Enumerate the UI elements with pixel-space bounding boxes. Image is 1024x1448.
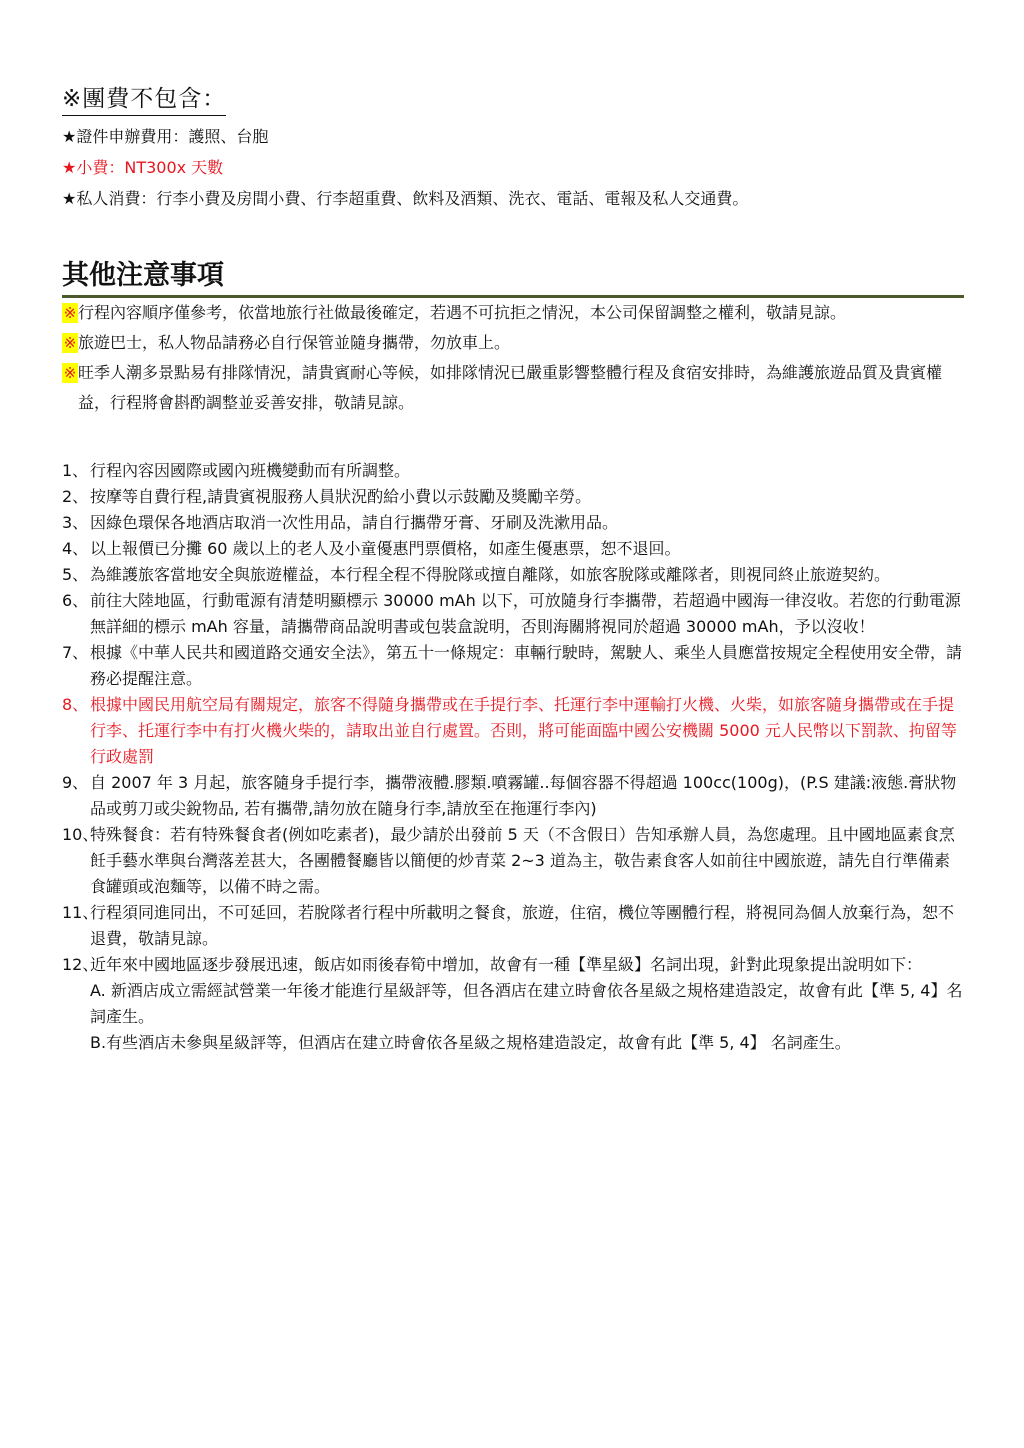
- rule-number: 4、: [62, 539, 89, 558]
- rule-number: 9、: [62, 773, 89, 792]
- rule-text: 行程須同進同出，不可延回，若脫隊者行程中所載明之餐食，旅遊，住宿，機位等團體行程，將視同為個人放棄行為，恕不退費，敬請見諒。: [90, 903, 955, 948]
- rule-number: 8、: [62, 695, 89, 714]
- rule-number: 10、: [62, 825, 99, 844]
- exclusion-item-personal: ★私人消費：行李小費及房間小費、行李超重費、飲料及酒類、洗衣、電話、電報及私人交通費。: [62, 189, 749, 208]
- rule-text: 按摩等自費行程,請貴賓視服務人員狀況酌給小費以示鼓勵及獎勵辛勞。: [90, 487, 592, 506]
- rules-list: [62, 458, 964, 1056]
- note-mark: ※: [63, 364, 77, 382]
- rule-number: 1、: [62, 461, 89, 480]
- exclusion-item-documents: ★證件申辦費用：護照、台胞: [62, 127, 269, 146]
- note-text: 旅遊巴士，私人物品請務必自行保管並隨身攜帶，勿放車上。: [78, 333, 511, 352]
- note-item: [62, 358, 964, 418]
- notes-list: [62, 298, 964, 418]
- rule-sub-item-b: B.有些酒店未參與星級評等，但酒店在建立時會依各星級之規格建造設定，故會有此【準 5, 4】 名詞產生。: [90, 1033, 851, 1052]
- rule-number: 11、: [62, 903, 99, 922]
- note-item: [62, 328, 964, 358]
- rule-text: 行程內容因國際或國內班機變動而有所調整。: [90, 461, 411, 480]
- rule-item: [62, 510, 964, 536]
- rule-item: [62, 952, 964, 978]
- exclusions-section: [62, 84, 964, 209]
- rule-text: 近年來中國地區逐步發展迅速，飯店如雨後春筍中增加，故會有一種【準星級】名詞出現，針對此現象提出說明如下：: [90, 955, 923, 974]
- note-mark: ※: [63, 304, 77, 322]
- rule-text: 為維護旅客當地安全與旅遊權益，本行程全程不得脫隊或擅自離隊，如旅客脫隊或離隊者，則視同終止旅遊契約。: [90, 565, 891, 584]
- note-text: 行程內容順序僅參考，依當地旅行社做最後確定，若遇不可抗拒之情況，本公司保留調整之權利，敬請見諒。: [78, 303, 847, 322]
- rule-item: [62, 458, 964, 484]
- rule-item: [62, 588, 964, 640]
- exclusion-item-tips: ★小費：NT300x 天數: [62, 158, 224, 177]
- rule-sub-item-a: A. 新酒店成立需經試營業一年後才能進行星級評等，但各酒店在建立時會依各星級之規格建造設定，故會有此【準 5, 4】名詞產生。: [90, 981, 963, 1026]
- rule-item: [62, 640, 964, 692]
- rule-number: 5、: [62, 565, 89, 584]
- rule-text: 因綠色環保各地酒店取消一次性用品，請自行攜帶牙膏、牙刷及洗漱用品。: [90, 513, 619, 532]
- rule-text: 前往大陸地區，行動電源有清楚明顯標示 30000 mAh 以下，可放隨身行李攜帶，若超過中國海一律沒收。若您的行動電源無詳細的標示 mAh 容量，請攜帶商品說明書或包裝盒說明，否則海關將視同於超過 30000 mAh，予以沒收！: [90, 591, 961, 636]
- rule-item: [62, 536, 964, 562]
- rule-text: 自 2007 年 3 月起，旅客隨身手提行李，攜帶液體.膠類.噴霧罐..每個容器不得超過 100cc(100g)，(P.S 建議:液態.膏狀物品或剪刀或尖銳物品, 若有攜帶,請勿放在隨身行李,請放至在拖運行李內): [90, 773, 957, 818]
- rule-number: 2、: [62, 487, 89, 506]
- rule-number: 6、: [62, 591, 89, 610]
- rule-item: [62, 770, 964, 822]
- note-text: 旺季人潮多景點易有排隊情況，請貴賓耐心等候，如排隊情況已嚴重影響整體行程及食宿安排時，為維護旅遊品質及貴賓權益，行程將會斟酌調整並妥善安排，敬請見諒。: [78, 363, 943, 412]
- document-page: [62, 84, 964, 1056]
- rule-number: 7、: [62, 643, 89, 662]
- rule-text: 特殊餐食：若有特殊餐食者(例如吃素者)，最少請於出發前 5 天（不含假日）告知承辦人員，為您處理。且中國地區素食烹飪手藝水準與台灣落差甚大，各團體餐廳皆以簡便的炒青菜 2~3 道為主，敬告素食客人如前往中國旅遊，請先自行準備素食罐頭或泡麵等，以備不時之需。: [90, 825, 955, 896]
- note-item: [62, 298, 964, 328]
- exclusions-title: ※團費不包含：: [62, 84, 226, 116]
- rule-item-warning: [62, 692, 964, 770]
- rule-number: 12、: [62, 955, 99, 974]
- rule-text: 根據《中華人民共和國道路交通安全法》，第五十一條規定：車輛行駛時，駕駛人、乘坐人員應當按規定全程使用安全帶，請務必提醒注意。: [90, 643, 963, 688]
- rule-item: [62, 900, 964, 952]
- notes-title: 其他注意事項: [62, 259, 964, 298]
- rule-text: 根據中國民用航空局有關規定，旅客不得隨身攜帶或在手提行李、托運行李中運輸打火機、火柴，如旅客隨身攜帶或在手提行李、托運行李中有打火機火柴的，請取出並自行處置。否則，將可能面臨中國公安機關 5000 元人民幣以下罰款、拘留等行政處罰: [90, 695, 957, 766]
- rule-item: [62, 562, 964, 588]
- rule-item: [62, 484, 964, 510]
- note-mark: ※: [63, 334, 77, 352]
- rule-item: [62, 822, 964, 900]
- rule-number: 3、: [62, 513, 89, 532]
- rule-text: 以上報價已分攤 60 歲以上的老人及小童優惠門票價格，如產生優惠票，恕不退回。: [90, 539, 681, 558]
